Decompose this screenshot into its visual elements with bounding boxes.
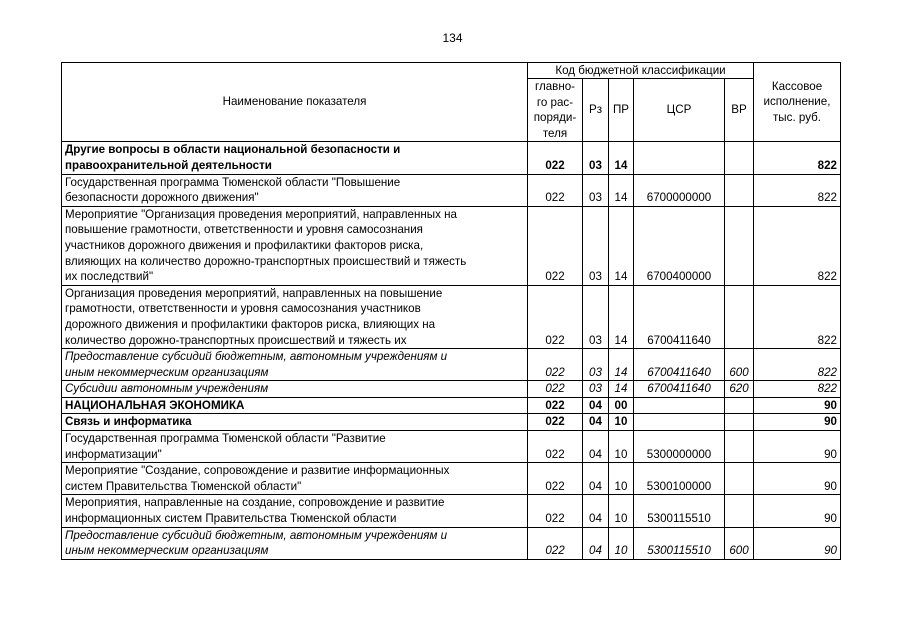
cell-vr (725, 431, 754, 463)
cell-csr (634, 397, 725, 414)
cell-amount: 90 (754, 463, 841, 495)
cell-amount: 90 (754, 414, 841, 431)
cell-amount: 822 (754, 206, 841, 285)
cell-amount: 822 (754, 174, 841, 206)
cell-g: 022 (528, 431, 583, 463)
cell-amount: 90 (754, 431, 841, 463)
cell-csr: 5300115510 (634, 495, 725, 527)
cell-rz: 04 (583, 397, 609, 414)
cell-amount: 90 (754, 527, 841, 559)
header-pr: ПР (609, 79, 634, 142)
cell-name: Предоставление субсидий бюджетным, автономным учреждениям и иным некоммерческим организациям (62, 349, 528, 381)
cell-name: Мероприятие "Организация проведения мероприятий, направленных на повышение грамотности, ответственности и уровня самосознания участников дорожного движения и профилактики факторов риска, влияющих на количество дорожно-транспортных происшествий и тяжесть их последствий" (62, 206, 528, 285)
cell-pr: 14 (609, 206, 634, 285)
cell-g: 022 (528, 285, 583, 348)
cell-vr (725, 495, 754, 527)
cell-name: Государственная программа Тюменской области "Развитие информатизации" (62, 431, 528, 463)
cell-csr: 6700411640 (634, 349, 725, 381)
cell-vr (725, 397, 754, 414)
table-row (62, 414, 841, 431)
cell-rz: 03 (583, 206, 609, 285)
cell-g: 022 (528, 381, 583, 398)
cell-name: Организация проведения мероприятий, направленных на повышение грамотности, ответственности и уровня самосознания участников дорожного движения и профилактики факторов риска, влияющих на количество дорожно-транспортных происшествий и тяжесть их (62, 285, 528, 348)
cell-rz: 04 (583, 495, 609, 527)
table-row (62, 463, 841, 495)
cell-csr (634, 142, 725, 174)
cell-amount: 822 (754, 349, 841, 381)
cell-pr: 10 (609, 527, 634, 559)
cell-amount: 822 (754, 381, 841, 398)
cell-amount: 822 (754, 285, 841, 348)
cell-g: 022 (528, 142, 583, 174)
cell-g: 022 (528, 349, 583, 381)
cell-vr: 620 (725, 381, 754, 398)
header-name: Наименование показателя (62, 63, 528, 142)
cell-pr: 10 (609, 495, 634, 527)
cell-pr: 14 (609, 349, 634, 381)
cell-g: 022 (528, 414, 583, 431)
cell-rz: 03 (583, 174, 609, 206)
header-amount: Кассовое исполнение, тыс. руб. (754, 63, 841, 142)
cell-rz: 04 (583, 414, 609, 431)
cell-rz: 04 (583, 431, 609, 463)
cell-g: 022 (528, 463, 583, 495)
cell-vr (725, 206, 754, 285)
table-body (62, 142, 841, 559)
cell-pr: 14 (609, 174, 634, 206)
cell-name: Мероприятия, направленные на создание, сопровождение и развитие информационных систем Правительства Тюменской области (62, 495, 528, 527)
cell-csr: 6700400000 (634, 206, 725, 285)
cell-csr (634, 414, 725, 431)
table-row (62, 206, 841, 285)
cell-g: 022 (528, 397, 583, 414)
header-code-group: Код бюджетной классификации (528, 63, 754, 79)
cell-g: 022 (528, 495, 583, 527)
header-vr: ВР (725, 79, 754, 142)
cell-vr: 600 (725, 349, 754, 381)
cell-vr (725, 174, 754, 206)
cell-name: Субсидии автономным учреждениям (62, 381, 528, 398)
cell-rz: 03 (583, 142, 609, 174)
cell-name: Связь и информатика (62, 414, 528, 431)
cell-rz: 03 (583, 349, 609, 381)
table-row (62, 527, 841, 559)
cell-pr: 10 (609, 431, 634, 463)
table-row (62, 381, 841, 398)
cell-amount: 90 (754, 495, 841, 527)
cell-name: НАЦИОНАЛЬНАЯ ЭКОНОМИКА (62, 397, 528, 414)
cell-vr (725, 414, 754, 431)
cell-name: Государственная программа Тюменской области "Повышение безопасности дорожного движения" (62, 174, 528, 206)
cell-csr: 5300000000 (634, 431, 725, 463)
header-glavny: главно- го рас- поряди- теля (528, 79, 583, 142)
cell-csr: 6700411640 (634, 285, 725, 348)
page-number: 134 (442, 31, 463, 45)
cell-rz: 03 (583, 285, 609, 348)
cell-pr: 14 (609, 142, 634, 174)
table-row (62, 142, 841, 174)
cell-vr (725, 463, 754, 495)
cell-pr: 10 (609, 463, 634, 495)
cell-vr: 600 (725, 527, 754, 559)
table-row (62, 495, 841, 527)
cell-pr: 10 (609, 414, 634, 431)
table-row (62, 285, 841, 348)
cell-vr (725, 142, 754, 174)
header-rz: Рз (583, 79, 609, 142)
cell-rz: 04 (583, 527, 609, 559)
cell-rz: 04 (583, 463, 609, 495)
cell-pr: 00 (609, 397, 634, 414)
cell-pr: 14 (609, 285, 634, 348)
table-row (62, 431, 841, 463)
cell-g: 022 (528, 527, 583, 559)
table-row (62, 174, 841, 206)
cell-name: Предоставление субсидий бюджетным, автономным учреждениям и иным некоммерческим организациям (62, 527, 528, 559)
cell-amount: 90 (754, 397, 841, 414)
cell-rz: 03 (583, 381, 609, 398)
table-row (62, 349, 841, 381)
cell-csr: 6700411640 (634, 381, 725, 398)
cell-vr (725, 285, 754, 348)
cell-csr: 5300100000 (634, 463, 725, 495)
cell-csr: 6700000000 (634, 174, 725, 206)
cell-amount: 822 (754, 142, 841, 174)
header-csr: ЦСР (634, 79, 725, 142)
cell-name: Другие вопросы в области национальной безопасности и правоохранительной деятельности (62, 142, 528, 174)
cell-g: 022 (528, 206, 583, 285)
cell-g: 022 (528, 174, 583, 206)
budget-table (61, 62, 841, 560)
cell-name: Мероприятие "Создание, сопровождение и развитие информационных систем Правительства Тюменской области" (62, 463, 528, 495)
cell-csr: 5300115510 (634, 527, 725, 559)
cell-pr: 14 (609, 381, 634, 398)
table-row (62, 397, 841, 414)
